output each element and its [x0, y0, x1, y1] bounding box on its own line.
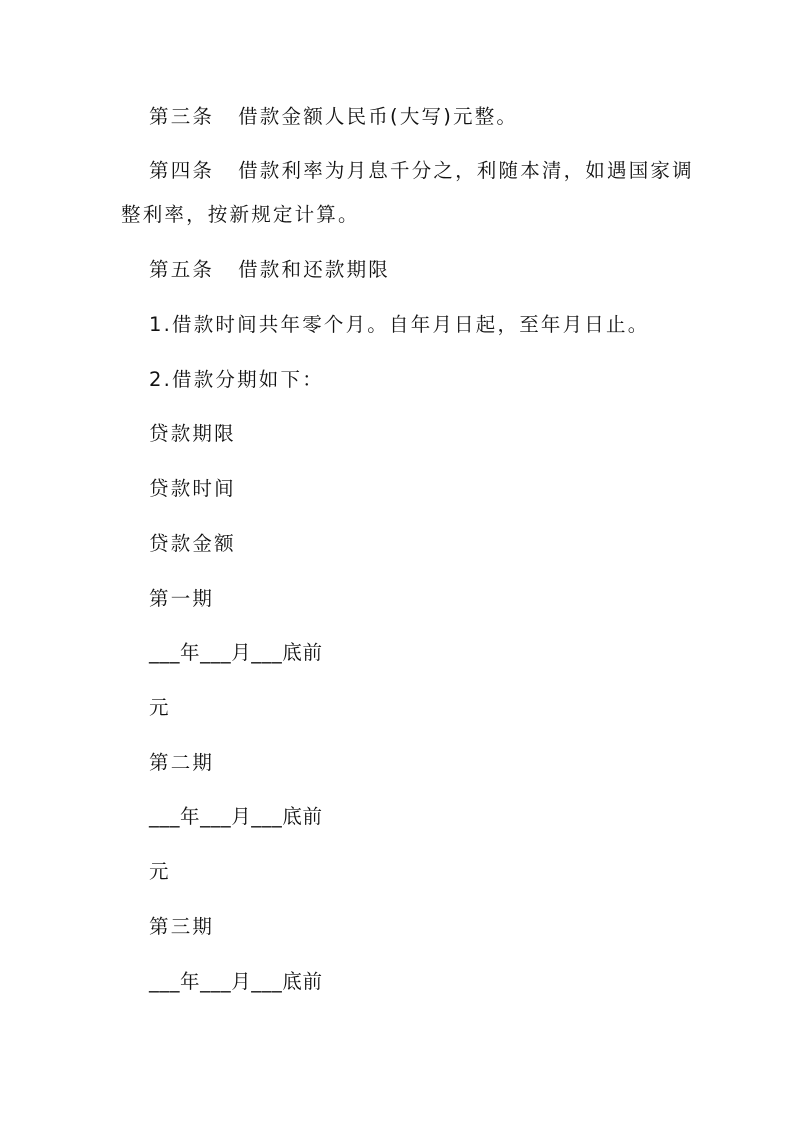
article-5-heading: 第五条	[149, 258, 215, 281]
article-4-text-line-2: 整利率，按新规定计算。	[121, 203, 360, 226]
article-4-line-2	[121, 201, 360, 229]
article-3-heading: 第三条	[149, 105, 215, 128]
schedule-row-3-period: 第三期	[149, 915, 215, 938]
article-5-text: 借款和还款期限	[238, 258, 391, 281]
article-4-text-line-1: 借款利率为月息千分之，利随本清，如遇国家调	[238, 159, 694, 182]
schedule-row-1-amount: 元	[149, 696, 171, 719]
schedule-row-1-period: 第一期	[149, 587, 215, 610]
article-3-text: 借款金额人民币(大写)元整。	[238, 105, 519, 128]
item-2: 2.借款分期如下：	[149, 368, 324, 391]
schedule-col-amount: 贷款金额	[149, 532, 236, 555]
article-3	[149, 103, 518, 131]
schedule-row-1-date: ___年___月___底前	[149, 641, 323, 664]
schedule-row-2-amount: 元	[149, 860, 171, 883]
article-4-line-1	[149, 157, 694, 185]
article-4-heading: 第四条	[149, 159, 215, 182]
article-5	[149, 256, 390, 284]
schedule-col-period: 贷款期限	[149, 422, 236, 445]
schedule-row-3-date: ___年___月___底前	[149, 970, 323, 993]
schedule-row-2-period: 第二期	[149, 751, 215, 774]
schedule-row-2-date: ___年___月___底前	[149, 805, 323, 828]
item-1: 1.借款时间共年零个月。自年月日起，至年月日止。	[149, 313, 650, 336]
schedule-col-time: 贷款时间	[149, 477, 236, 500]
